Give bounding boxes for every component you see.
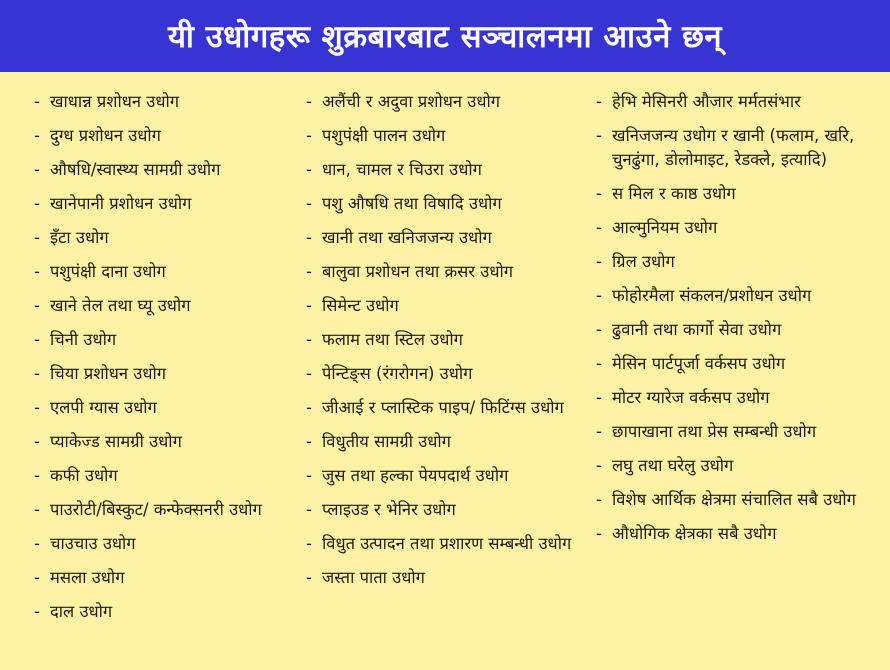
industry-name: औषधि/स्वास्थ्य सामग्री उधोग: [50, 160, 221, 179]
bullet-dash: -: [596, 320, 602, 339]
bullet-dash: -: [306, 92, 312, 111]
bullet-dash: -: [34, 398, 40, 417]
industry-name: जस्ता पाता उधोग: [322, 568, 425, 587]
industry-name: मेसिन पार्टपूर्जा वर्कसप उधोग: [612, 354, 786, 373]
list-item: [34, 328, 294, 352]
list-item: [306, 328, 581, 352]
bullet-dash: -: [306, 364, 312, 383]
list-item: [596, 386, 886, 410]
bullet-dash: -: [596, 184, 602, 203]
list-item: [596, 90, 886, 114]
page-title: यी उधोगहरू शुक्रबारबाट सञ्चालनमा आउने छन्: [167, 19, 723, 55]
industry-name: बालुवा प्रशोधन तथा क्रसर उधोग: [322, 262, 514, 281]
bullet-dash: -: [306, 330, 312, 349]
bullet-dash: -: [306, 466, 312, 485]
list-item: [596, 318, 886, 342]
list-item: [34, 566, 294, 590]
list-item: [596, 420, 886, 444]
bullet-dash: -: [34, 602, 40, 621]
bullet-dash: -: [596, 456, 602, 475]
bullet-dash: -: [34, 92, 40, 111]
list-item: [306, 90, 581, 114]
bullet-dash: -: [34, 568, 40, 587]
list-item: [596, 216, 886, 240]
list-item: [34, 226, 294, 250]
list-item: [306, 158, 581, 182]
list-item: [34, 498, 294, 522]
bullet-dash: -: [596, 218, 602, 237]
list-item: [34, 260, 294, 284]
industry-name: सिमेन्ट उधोग: [322, 296, 399, 315]
list-item: [306, 124, 581, 148]
bullet-dash: -: [306, 398, 312, 417]
bullet-dash: -: [306, 194, 312, 213]
industry-name: खानेपानी प्रशोधन उधोग: [50, 194, 192, 213]
bullet-dash: -: [596, 422, 602, 441]
bullet-dash: -: [306, 500, 312, 519]
bullet-dash: -: [34, 500, 40, 519]
bullet-dash: -: [306, 262, 312, 281]
bullet-dash: -: [596, 126, 602, 145]
industry-name: मसला उधोग: [50, 568, 125, 587]
list-item: [306, 430, 581, 454]
industry-name: प्लाइउड र भेनिर उधोग: [322, 500, 456, 519]
list-item: [306, 532, 581, 556]
bullet-dash: -: [306, 534, 312, 553]
list-item: [596, 182, 886, 206]
industry-name: एलपी ग्यास उधोग: [50, 398, 157, 417]
list-item: [34, 124, 294, 148]
industry-name: पेन्टिङ्स (रंगरोगन) उधोग: [322, 364, 473, 383]
industry-name: कफी उधोग: [50, 466, 118, 485]
header-banner: [0, 0, 890, 72]
list-item: [596, 124, 886, 172]
industry-name: औधोगिक क्षेत्रका सबै उधोग: [612, 524, 777, 543]
industry-name: खनिजजन्य उधोग र खानी (फलाम, खरि, चुनढुंगा, डोलोमाइट, रेडक्ले, इत्यादि): [612, 126, 855, 169]
bullet-dash: -: [34, 126, 40, 145]
list-item: [306, 566, 581, 590]
bullet-dash: -: [34, 160, 40, 179]
industry-name: स मिल र काष्ठ उधोग: [612, 184, 736, 203]
industry-name: पशु औषधि तथा विषादि उधोग: [322, 194, 502, 213]
bullet-dash: -: [596, 388, 602, 407]
list-item: [34, 396, 294, 420]
industry-list-column-3: [596, 90, 886, 556]
list-item: [306, 464, 581, 488]
industry-name: लघु तथा घरेलु उधोग: [612, 456, 734, 475]
industry-name: ग्रिल उधोग: [612, 252, 675, 271]
list-item: [306, 294, 581, 318]
bullet-dash: -: [34, 194, 40, 213]
industry-name: दुग्ध प्रशोधन उधोग: [50, 126, 161, 145]
industry-name: खाने तेल तथा घ्यू उधोग: [50, 296, 191, 315]
industry-name: खाधान्न प्रशोधन उधोग: [50, 92, 180, 111]
bullet-dash: -: [34, 262, 40, 281]
bullet-dash: -: [306, 568, 312, 587]
industry-name: चिनी उधोग: [50, 330, 117, 349]
list-item: [34, 532, 294, 556]
industry-name: विधुतीय सामग्री उधोग: [322, 432, 451, 451]
bullet-dash: -: [306, 296, 312, 315]
industry-name: धान, चामल र चिउरा उधोग: [322, 160, 482, 179]
bullet-dash: -: [34, 364, 40, 383]
list-item: [596, 352, 886, 376]
industry-name: जीआई र प्लास्टिक पाइप/ फिटिंग्स उधोग: [322, 398, 564, 417]
bullet-dash: -: [596, 490, 602, 509]
bullet-dash: -: [34, 330, 40, 349]
list-item: [306, 260, 581, 284]
bullet-dash: -: [34, 296, 40, 315]
list-item: [596, 488, 886, 512]
bullet-dash: -: [596, 92, 602, 111]
industry-name: दाल उधोग: [50, 602, 113, 621]
industry-name: पशुपंक्षी पालन उधोग: [322, 126, 446, 145]
bullet-dash: -: [596, 354, 602, 373]
bullet-dash: -: [34, 466, 40, 485]
bullet-dash: -: [306, 126, 312, 145]
list-item: [34, 158, 294, 182]
bullet-dash: -: [34, 534, 40, 553]
list-item: [34, 90, 294, 114]
industry-name: पाउरोटी/बिस्कुट/ कन्फेक्सनरी उधोग: [50, 500, 262, 519]
list-item: [34, 430, 294, 454]
industry-name: खानी तथा खनिजजन्य उधोग: [322, 228, 492, 247]
industry-name: जुस तथा हल्का पेयपदार्थ उधोग: [322, 466, 509, 485]
industry-name: इँटा उधोग: [50, 228, 109, 247]
industry-name: ढुवानी तथा कार्गो सेवा उधोग: [612, 320, 782, 339]
list-item: [34, 464, 294, 488]
industry-name: चाउचाउ उधोग: [50, 534, 136, 553]
list-item: [596, 454, 886, 478]
industry-name: अलैंची र अदुवा प्रशोधन उधोग: [322, 92, 501, 111]
bullet-dash: -: [306, 432, 312, 451]
list-item: [306, 192, 581, 216]
list-item: [306, 362, 581, 386]
bullet-dash: -: [596, 252, 602, 271]
industry-name: आल्मुनियम उधोग: [612, 218, 718, 237]
industry-name: छापाखाना तथा प्रेस सम्बन्धी उधोग: [612, 422, 817, 441]
list-item: [306, 498, 581, 522]
industry-list-column-1: [34, 90, 294, 634]
list-item: [34, 192, 294, 216]
industry-name: विधुत उत्पादन तथा प्रशारण सम्बन्धी उधोग: [322, 534, 572, 553]
industry-list-column-2: [306, 90, 581, 600]
industry-name: फोहोरमैला संकलन/प्रशोधन उधोग: [612, 286, 812, 305]
list-item: [306, 396, 581, 420]
list-item: [34, 362, 294, 386]
list-item: [34, 294, 294, 318]
industry-name: हेभि मेसिनरी औजार मर्मतसंभार: [612, 92, 801, 111]
bullet-dash: -: [34, 432, 40, 451]
list-item: [596, 522, 886, 546]
list-item: [596, 284, 886, 308]
list-item: [306, 226, 581, 250]
list-item: [596, 250, 886, 274]
industry-name: फलाम तथा स्टिल उधोग: [322, 330, 463, 349]
industry-name: मोटर ग्यारेज वर्कसप उधोग: [612, 388, 770, 407]
bullet-dash: -: [596, 286, 602, 305]
bullet-dash: -: [306, 228, 312, 247]
list-item: [34, 600, 294, 624]
industry-name: प्याकेज्ड सामग्री उधोग: [50, 432, 182, 451]
industry-name: चिया प्रशोधन उधोग: [50, 364, 167, 383]
industry-name: पशुपंक्षी दाना उधोग: [50, 262, 166, 281]
bullet-dash: -: [306, 160, 312, 179]
industry-name: विशेष आर्थिक क्षेत्रमा संचालित सबै उधोग: [612, 490, 856, 509]
bullet-dash: -: [34, 228, 40, 247]
bullet-dash: -: [596, 524, 602, 543]
